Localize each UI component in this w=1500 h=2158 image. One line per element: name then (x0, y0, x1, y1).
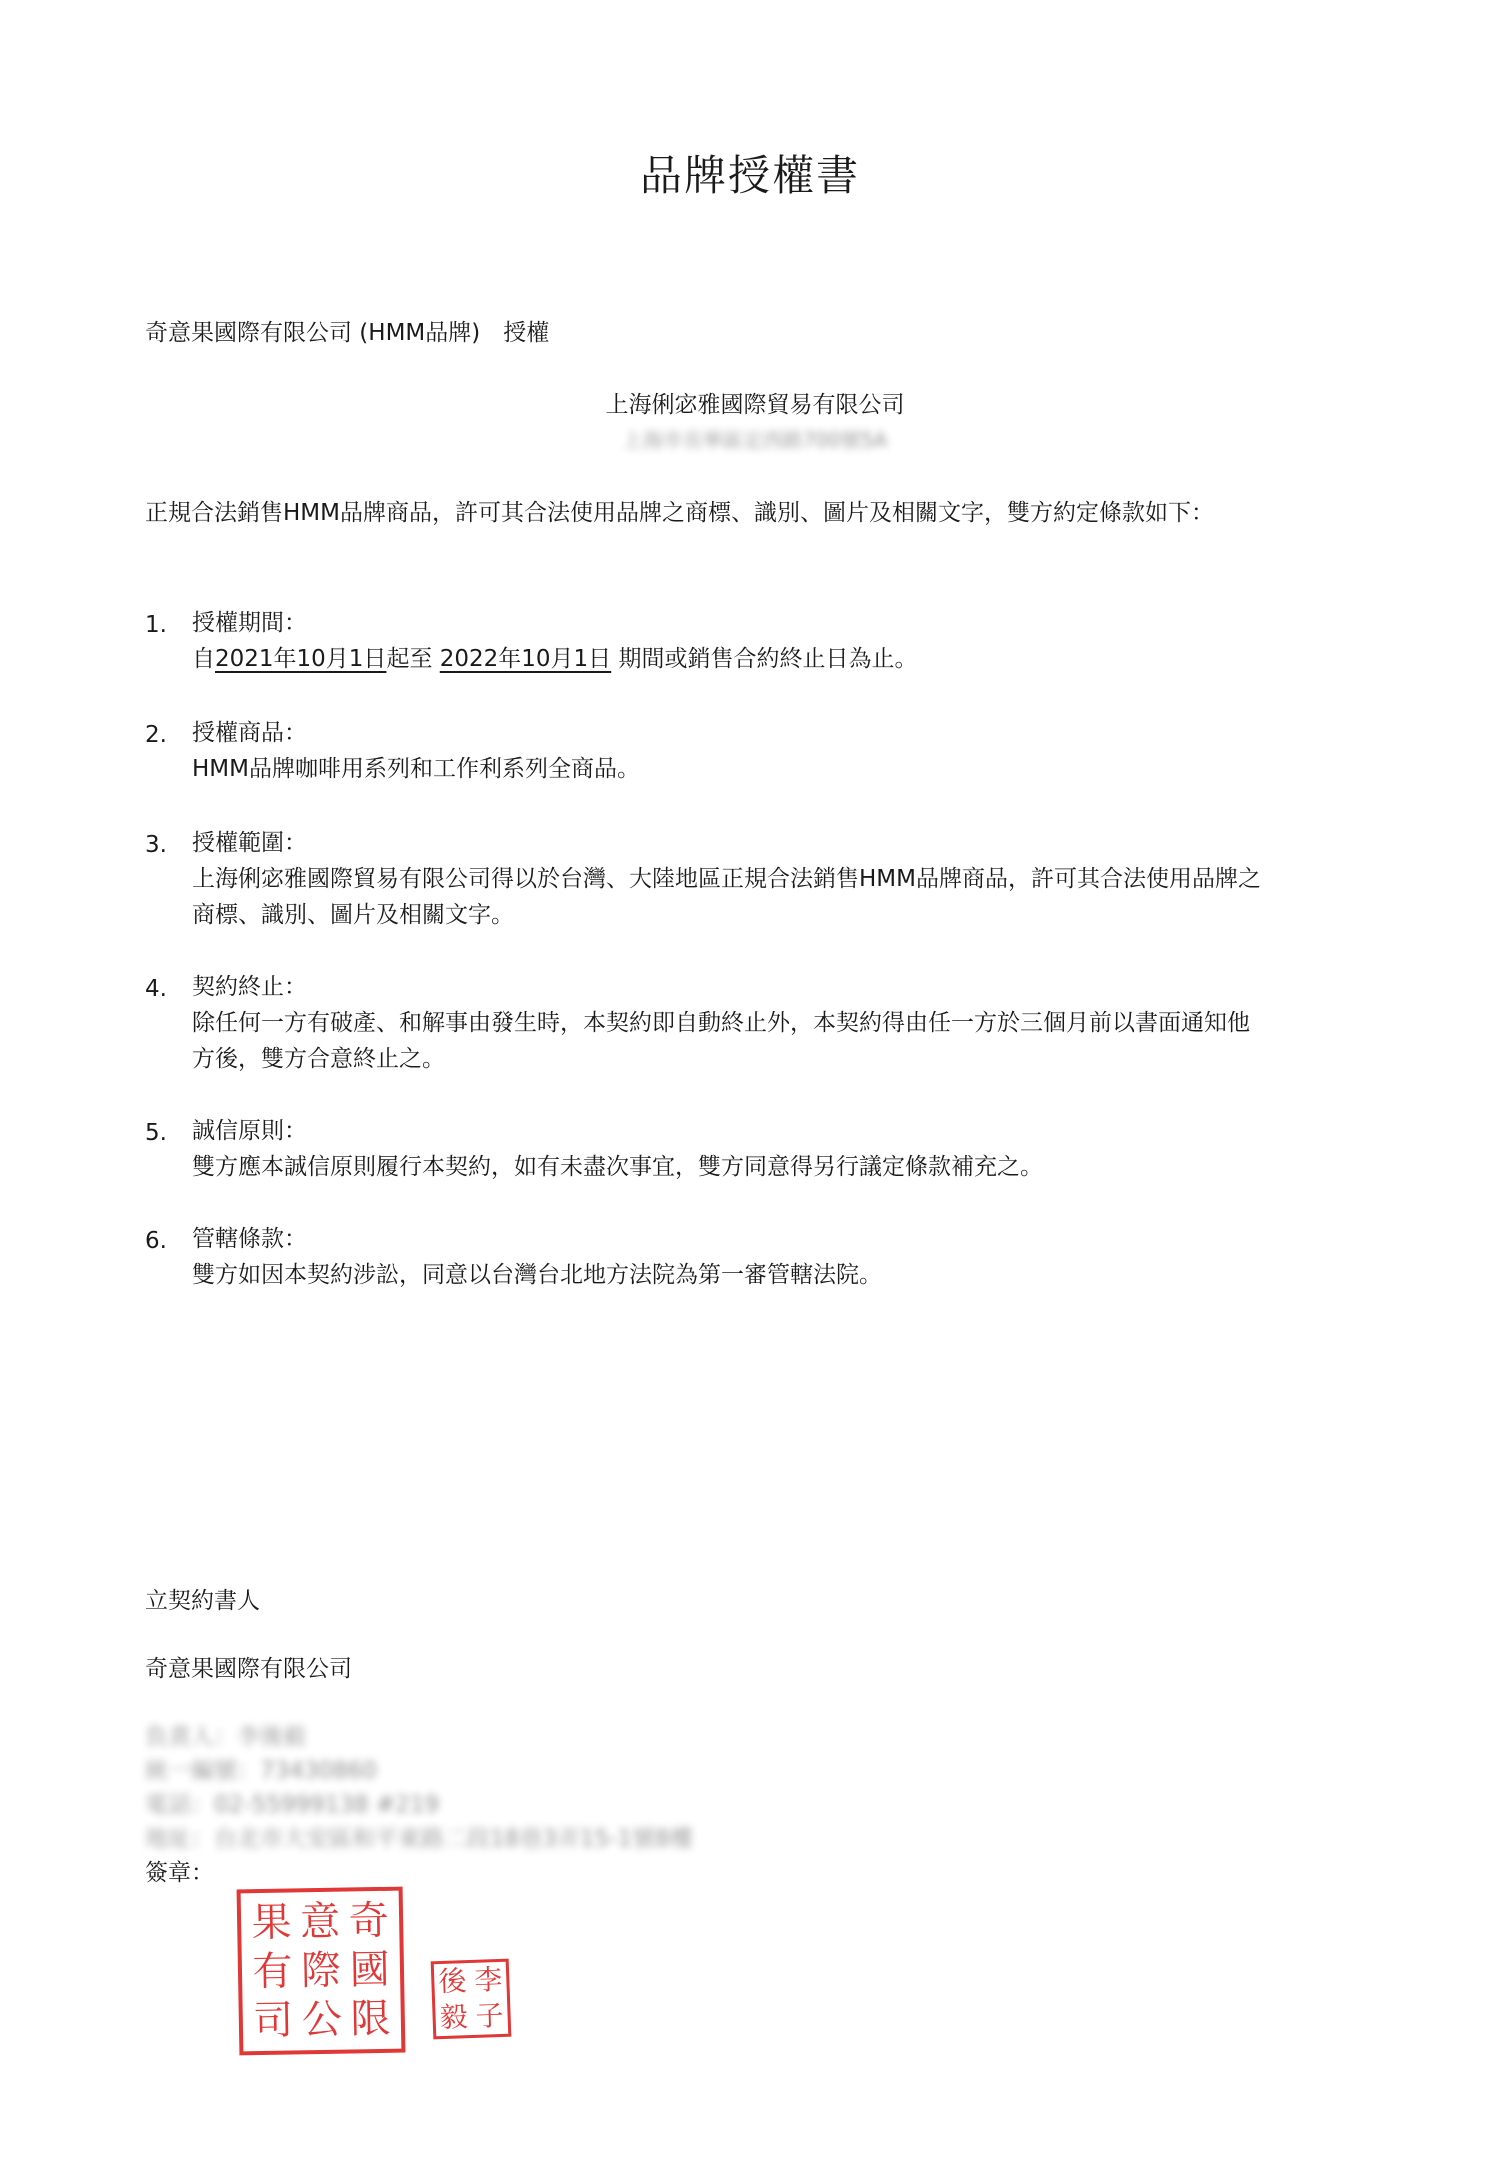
clause-3-text-line2: 商標、識別、圖片及相關文字。 (192, 902, 514, 928)
seal-char: 際 (300, 1947, 342, 1995)
clause-2-text: HMM品牌咖啡用系列和工作利系列全商品。 (192, 756, 640, 782)
seal-char: 後 (437, 1964, 467, 1999)
clause-3-number: 3. (145, 832, 167, 858)
seal-label: 簽章： (145, 1860, 214, 1886)
signatory-representative: 負責人：李後毅 (145, 1724, 306, 1750)
clause-5-text: 雙方應本誠信原則履行本契約，如有未盡次事宜，雙方同意得另行議定條款補充之。 (192, 1154, 1043, 1180)
document-title: 品牌授權書 (639, 151, 860, 200)
signatory-company: 奇意果國際有限公司 (145, 1656, 352, 1682)
clause-3-heading: 授權範圍： (192, 830, 307, 856)
clause-1-text (192, 648, 918, 671)
clause-4-heading: 契約終止： (192, 974, 307, 1000)
seal-char: 李 (473, 1962, 503, 1997)
clause-1-post: 期間或銷售合約終止日為止。 (618, 646, 918, 672)
clause-1-number: 1. (145, 612, 167, 638)
signatory-tax-id: 統一編號：73430860 (145, 1758, 378, 1784)
seal-char: 奇 (348, 1898, 390, 1945)
clause-6-text: 雙方如因本契約涉訟，同意以台灣台北地方法院為第一審管轄法院。 (192, 1262, 882, 1288)
clause-1-mid: 起至 (386, 646, 433, 672)
signatory-phone: 電話：02-55999138 #219 (145, 1792, 440, 1818)
seal-char: 國 (349, 1946, 391, 1994)
personal-seal-stamp (431, 1959, 512, 2040)
clause-4-text-line1: 除任何一方有破產、和解事由發生時，本契約即自動終止外，本契約得由任一方於三個月前以書面通知他 (192, 1010, 1250, 1036)
seal-char: 公 (301, 1996, 343, 2043)
grantee-name: 上海俐宓雅國際貿易有限公司 (605, 392, 905, 418)
seal-char: 子 (475, 1998, 505, 2033)
intro-paragraph: 正規合法銷售HMM品牌商品，許可其合法使用品牌之商標、識別、圖片及相關文字，雙方約定條款如下： (145, 500, 1214, 526)
seal-char: 意 (299, 1898, 341, 1946)
clause-1-pre: 自 (192, 646, 215, 672)
clause-4-text-line2: 方後，雙方合意終止之。 (192, 1046, 445, 1072)
grantee-address: 上海市長寧區定西路700號5A (622, 428, 888, 452)
signatory-heading: 立契約書人 (145, 1588, 260, 1614)
clause-4-number: 4. (145, 976, 167, 1002)
clause-5-heading: 誠信原則： (192, 1118, 307, 1144)
signatory-address: 地址：台北市大安區和平東路二段18巷3弄15-1號8樓 (145, 1826, 693, 1852)
grantor-line: 奇意果國際有限公司 (HMM品牌) 授權 (145, 320, 550, 346)
start-date: 2021年10月1日 (215, 646, 387, 672)
clause-2-number: 2. (145, 722, 167, 748)
seal-char: 司 (252, 1997, 294, 2044)
clause-2-heading: 授權商品： (192, 720, 307, 746)
company-seal-stamp (237, 1887, 406, 2056)
seal-char: 有 (251, 1948, 293, 1996)
clause-1-heading: 授權期間： (192, 610, 307, 636)
clause-5-number: 5. (145, 1120, 167, 1146)
end-date: 2022年10月1日 (439, 646, 612, 672)
clause-3-text-line1: 上海俐宓雅國際貿易有限公司得以於台灣、大陸地區正規合法銷售HMM品牌商品，許可其合法使用品牌之 (192, 866, 1261, 892)
clause-6-heading: 管轄條款： (192, 1226, 307, 1252)
seal-char: 限 (350, 1995, 391, 2043)
clause-6-number: 6. (145, 1228, 167, 1254)
seal-char: 果 (251, 1899, 292, 1947)
seal-char: 毅 (439, 2000, 469, 2035)
